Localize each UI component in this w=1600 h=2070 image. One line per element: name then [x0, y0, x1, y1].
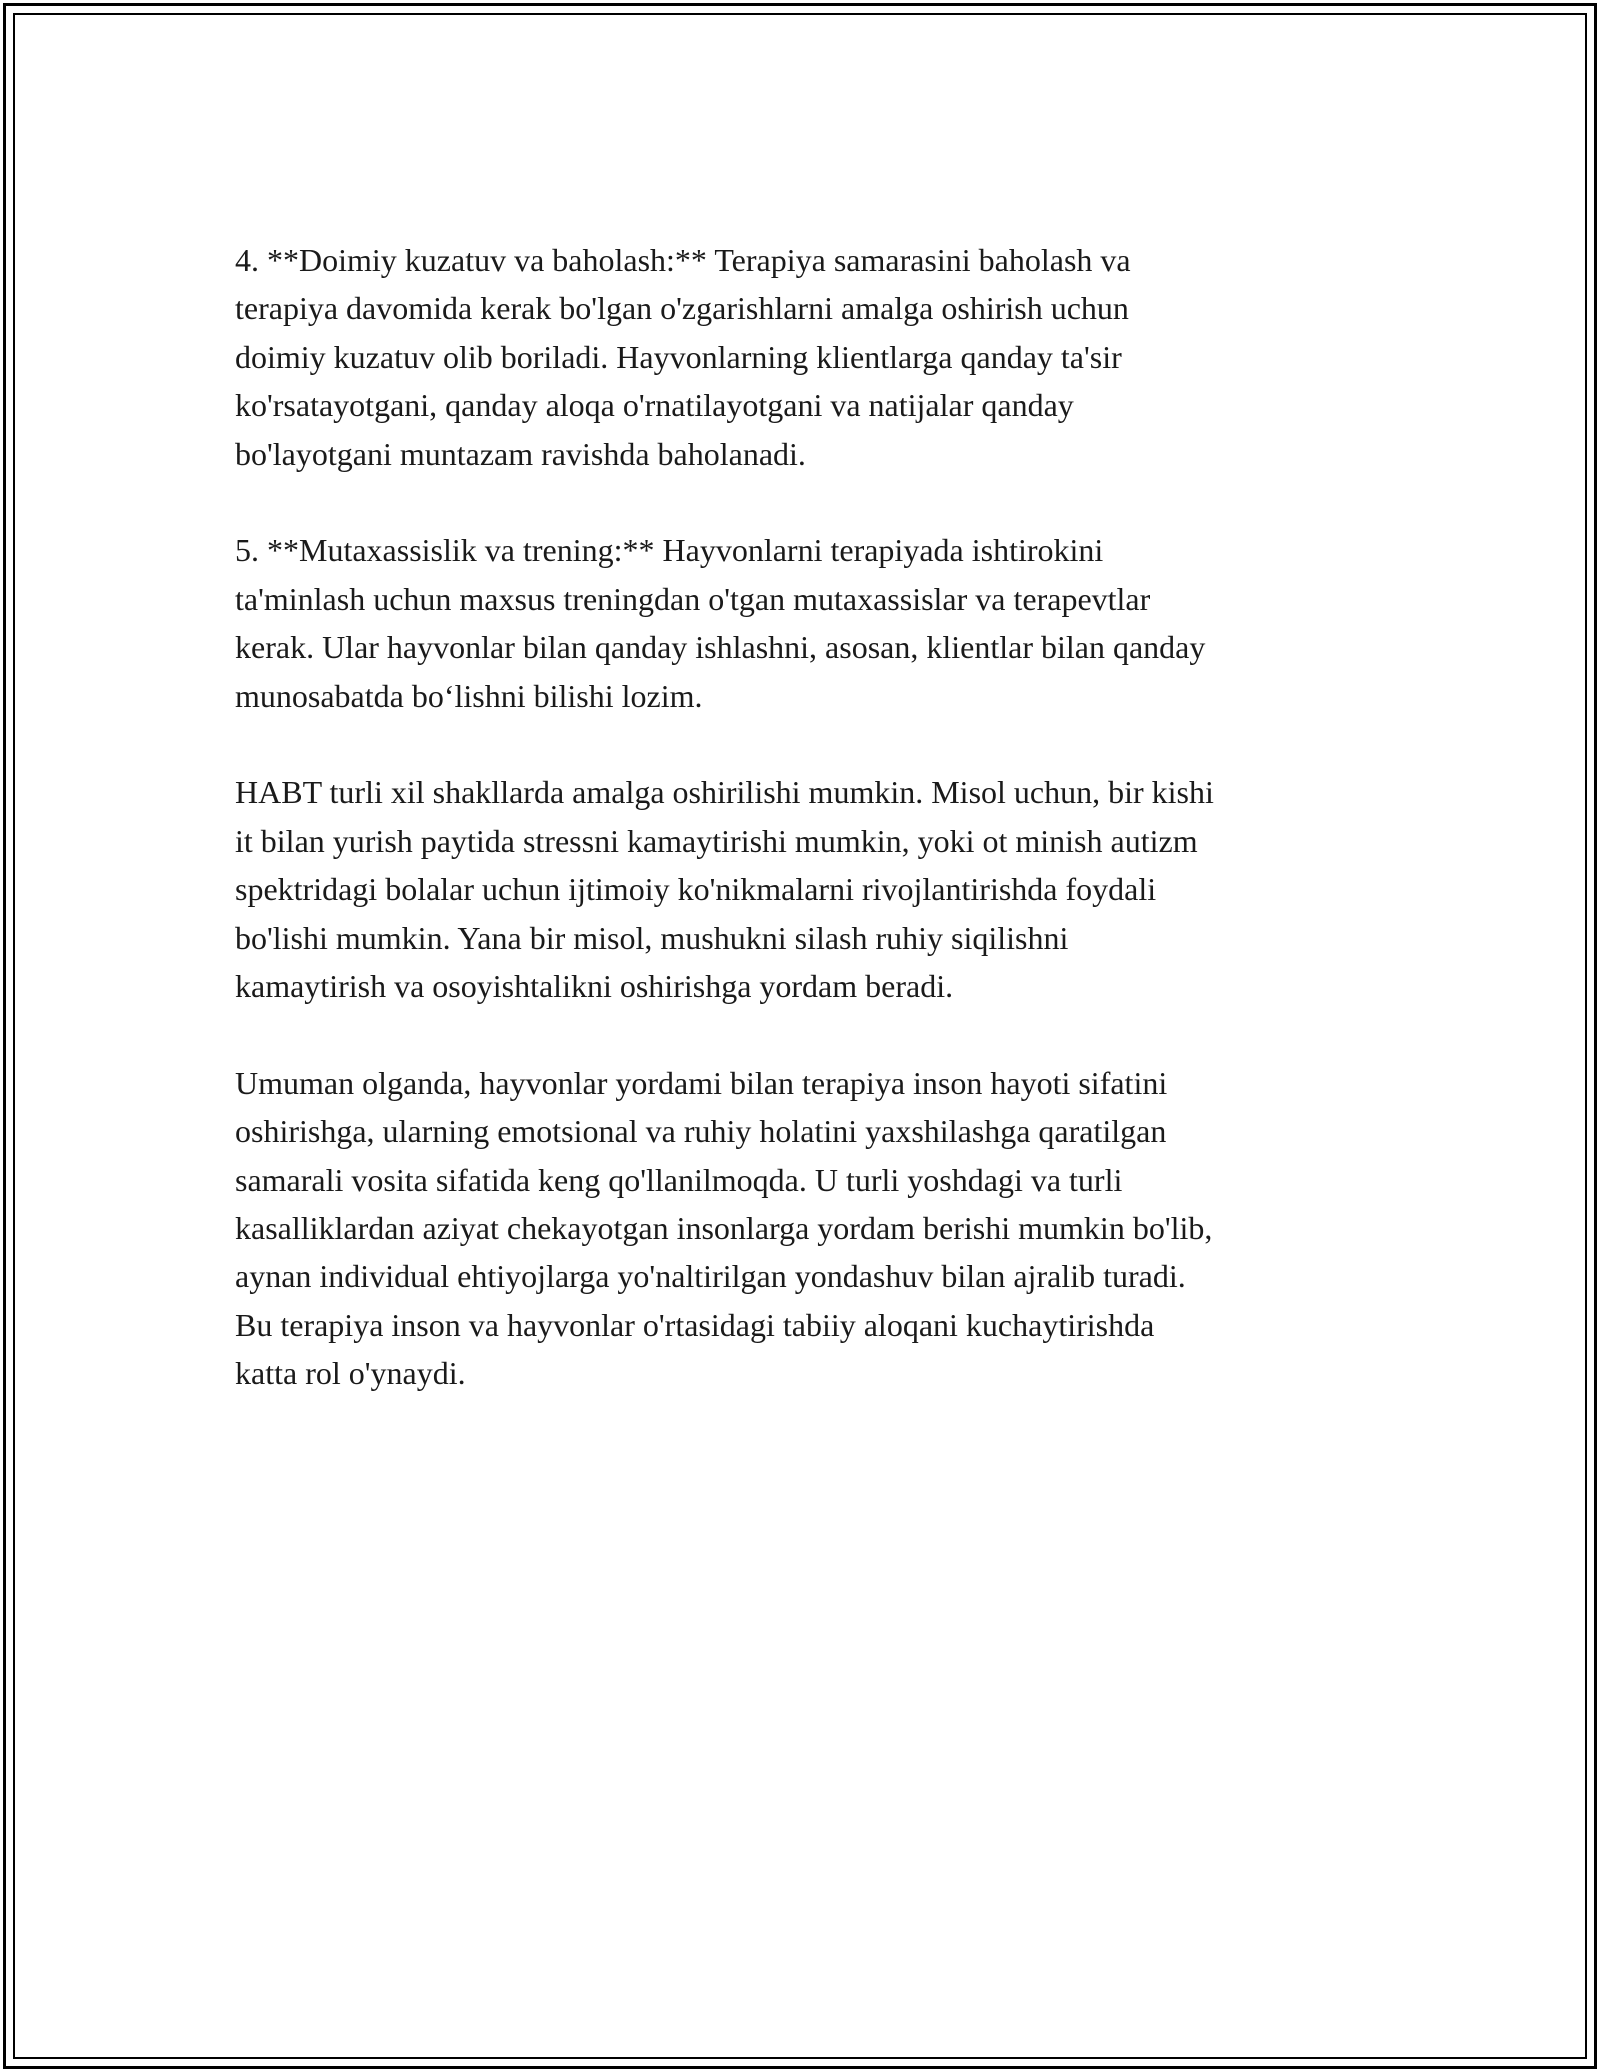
- text-line: Bu terapiya inson va hayvonlar o'rtasidagi tabiiy aloqani kuchaytirishda: [235, 1306, 1155, 1343]
- text-line: Umuman olganda, hayvonlar yordami bilan terapiya inson hayoti sifatini: [235, 1064, 1168, 1101]
- text-line: terapiya davomida kerak bo'lgan o'zgarishlarni amalga oshirish uchun: [235, 290, 1129, 327]
- text-line: HABT turli xil shakllarda amalga oshirilishi mumkin. Misol uchun, bir kishi: [235, 774, 1214, 811]
- paragraph-conclusion: [235, 1059, 1375, 1398]
- text-line: it bilan yurish paytida stressni kamaytirishi mumkin, yoki ot minish autizm: [235, 822, 1198, 859]
- text-line: bo'layotgani muntazam ravishda baholanadi.: [235, 435, 806, 472]
- text-line: ta'minlash uchun maxsus treningdan o'tgan mutaxassislar va terapevtlar: [235, 580, 1151, 617]
- text-line: 4. **Doimiy kuzatuv va baholash:** Terapiya samarasini baholash va: [235, 242, 1131, 278]
- text-line: oshirishga, ularning emotsional va ruhiy holatini yaxshilashga qaratilgan: [235, 1113, 1167, 1150]
- paragraph-examples: [235, 768, 1375, 1010]
- text-line: kerak. Ular hayvonlar bilan qanday ishlashni, asosan, klientlar bilan qanday: [235, 629, 1206, 666]
- document-body: [235, 236, 1375, 1446]
- text-line: kamaytirish va osoyishtalikni oshirishga yordam beradi.: [235, 968, 954, 1005]
- text-line: 5. **Mutaxassislik va trening:** Hayvonlarni terapiyada ishtirokini: [235, 532, 1104, 569]
- text-line: aynan individual ehtiyojlarga yo'naltirilgan yondashuv bilan ajralib turadi.: [235, 1258, 1186, 1295]
- text-line: munosabatda bo‘lishni bilishi lozim.: [235, 677, 703, 714]
- text-line: doimiy kuzatuv olib boriladi. Hayvonlarning klientlarga qanday ta'sir: [235, 338, 1122, 375]
- paragraph-monitoring: [235, 236, 1375, 478]
- text-line: samarali vosita sifatida keng qo'llanilmoqda. U turli yoshdagi va turli: [235, 1161, 1123, 1198]
- paragraph-training: [235, 526, 1375, 720]
- text-line: kasalliklardan aziyat chekayotgan insonlarga yordam berishi mumkin bo'lib,: [235, 1210, 1213, 1247]
- text-line: ko'rsatayotgani, qanday aloqa o'rnatilayotgani va natijalar qanday: [235, 387, 1074, 424]
- text-line: katta rol o'ynaydi.: [235, 1355, 466, 1392]
- text-line: bo'lishi mumkin. Yana bir misol, mushukni silash ruhiy siqilishni: [235, 919, 1069, 956]
- text-line: spektridagi bolalar uchun ijtimoiy ko'nikmalarni rivojlantirishda foydali: [235, 871, 1157, 908]
